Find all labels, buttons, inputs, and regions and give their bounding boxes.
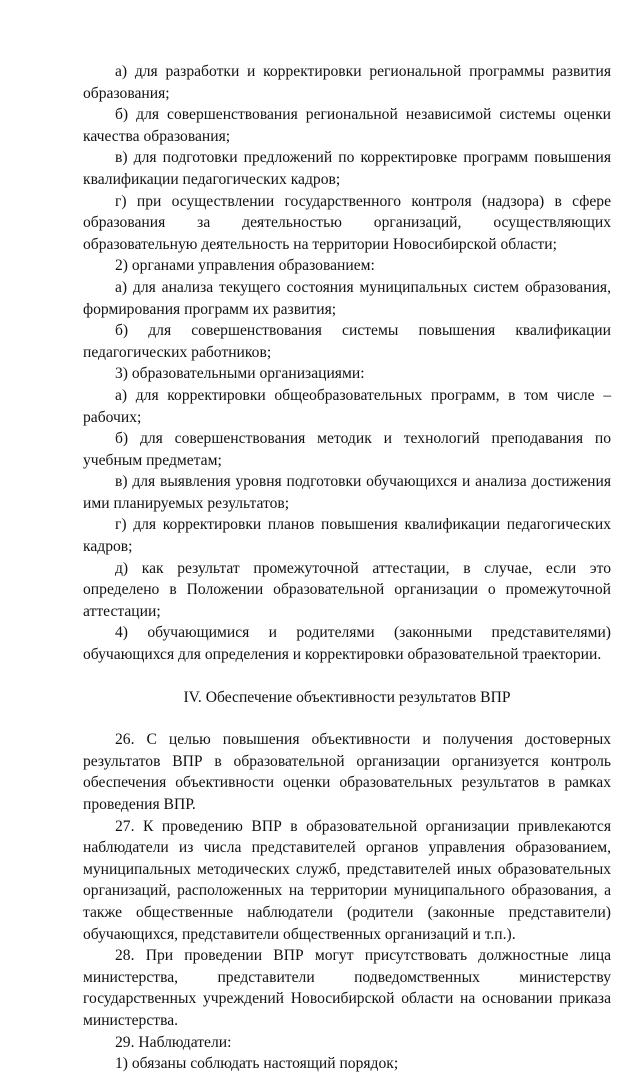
paragraph-1g-state-control: г) при осуществлении государственного контроля (надзора) в сфере образования за деятельностью организаций, осуществляющих образовательную деятельность на территории Новосибирской области; xyxy=(83,192,611,253)
paragraph-1a-regional-program: а) для разработки и корректировки региональной программы развития образования; xyxy=(83,63,611,102)
document-body xyxy=(83,61,611,1075)
paragraph-3a-program-correction: а) для корректировки общеобразовательных программ, в том числе – рабочих; xyxy=(83,386,611,426)
paragraph-26-objectivity-control: 26. С целью повышения объективности и получения достоверных результатов ВПР в образовательной организации организуется контроль обеспечения объективности оценки образовательных результатов в рамках проведения ВПР. xyxy=(83,731,611,813)
paragraph-3g-qualification-plans: г) для корректировки планов повышения квалификации педагогических кадров; xyxy=(83,516,611,556)
paragraph-27-observers: 27. К проведению ВПР в образовательной организации привлекаются наблюдатели из числа представителей органов управления образованием, муниципальных методических служб, представителей иных образовательных организаций, расположенных на территории муниципального образования, а также общественные наблюдатели (родители (законные представители) обучающихся, представители общественных организаций и т.п.). xyxy=(83,817,611,943)
paragraph-28-ministry-officials: 28. При проведении ВПР могут присутствовать должностные лица министерства, представители подведомственных министерству государственных учреждений Новосибирской области на основании приказа министерства. xyxy=(83,947,611,1029)
paragraph-3v-preparation-level: в) для выявления уровня подготовки обучающихся и анализа достижения ими планируемых результатов; xyxy=(83,473,611,512)
paragraph-2b-teacher-training: б) для совершенствования системы повышения квалификации педагогических работников; xyxy=(83,322,611,361)
section-heading: IV. Обеспечение объективности результатов ВПР xyxy=(183,688,511,706)
paragraph-1v-training-proposals: в) для подготовки предложений по корректировке программ повышения квалификации педагогических кадров; xyxy=(83,149,611,188)
paragraph-2a-municipal-analysis: а) для анализа текущего состояния муниципальных систем образования, формирования программ их развития; xyxy=(83,278,611,318)
paragraph-29-1-follow-procedure: 1) обязаны соблюдать настоящий порядок; xyxy=(115,1055,399,1073)
paragraph-2-management-bodies: 2) органами управления образованием: xyxy=(115,257,375,275)
paragraph-3-educational-organizations: 3) образовательными организациями: xyxy=(115,365,365,383)
paragraph-1b-regional-assessment: б) для совершенствования региональной независимой системы оценки качества образования; xyxy=(83,106,611,145)
paragraph-29-observers-heading: 29. Наблюдатели: xyxy=(115,1033,232,1051)
paragraph-3d-intermediate-attestation: д) как результат промежуточной аттестации, в случае, если это определено в Положении образовательной организации о промежуточной аттестации; xyxy=(83,559,611,620)
paragraph-4-students-parents: 4) обучающимися и родителями (законными представителями) обучающихся для определения и корректировки образовательной траектории. xyxy=(83,624,611,664)
paragraph-3b-teaching-methods: б) для совершенствования методик и технологий преподавания по учебным предметам; xyxy=(83,430,611,469)
